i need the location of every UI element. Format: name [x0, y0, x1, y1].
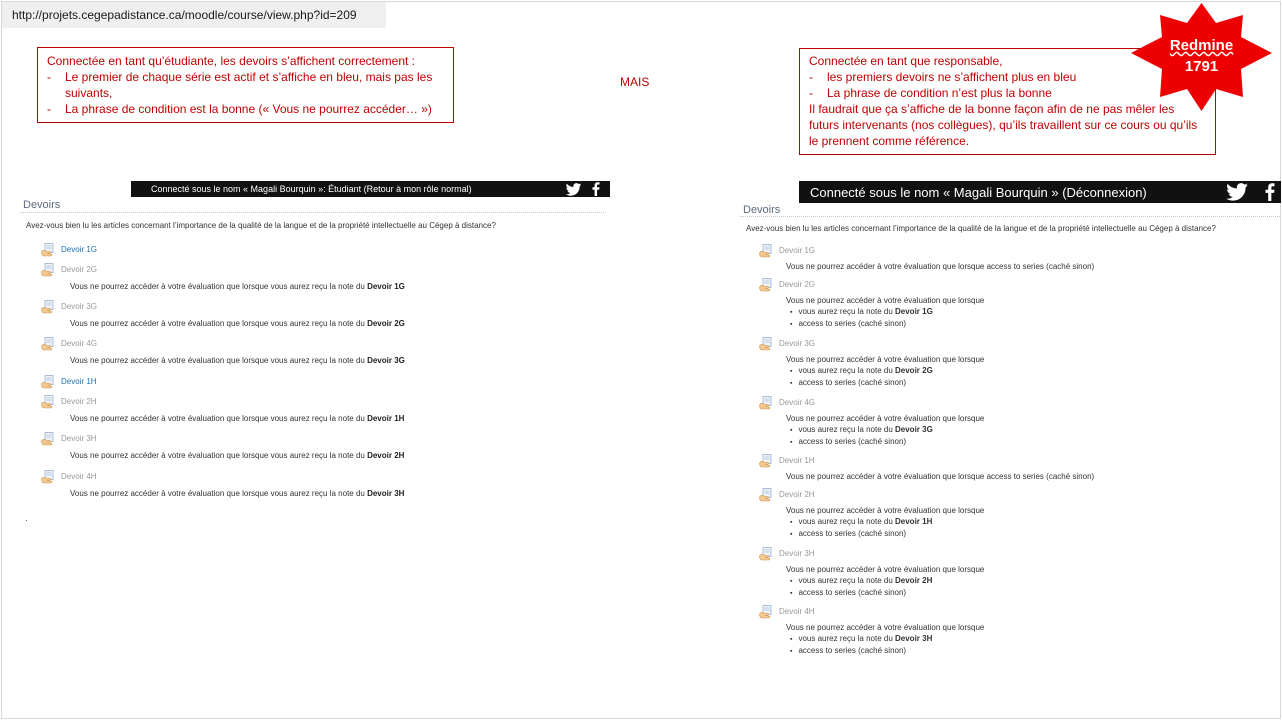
condition-activity: Devoir 3H	[367, 489, 405, 498]
activity-name[interactable]: Devoir 4G	[61, 338, 98, 348]
assignment-icon	[759, 605, 773, 619]
callout-manager-item: - La phrase de condition n’est plus la bonne	[809, 86, 1052, 100]
activity-link[interactable]	[41, 298, 97, 314]
condition-bullets	[790, 306, 933, 330]
condition-bullets	[790, 424, 933, 448]
condition-activity: Devoir 2G	[895, 366, 933, 375]
activity-link[interactable]	[759, 603, 815, 619]
condition-bullets	[790, 575, 932, 599]
assignment-icon	[41, 470, 55, 484]
callout-manager-item: - les premiers devoirs ne s’affichent plus en bleu	[809, 70, 1077, 84]
activity-link[interactable]	[41, 261, 97, 277]
activity-name[interactable]: Devoir 1G	[61, 244, 98, 254]
address-bar[interactable]: http://projets.cegepadistance.ca/moodle/course/view.php?id=209	[2, 2, 386, 28]
activity-link[interactable]	[759, 545, 815, 561]
condition-activity: Devoir 3G	[367, 356, 405, 365]
activity-link[interactable]	[41, 373, 97, 389]
assignment-icon	[759, 337, 773, 351]
availability-condition	[70, 319, 405, 328]
section-intro: Avez-vous bien lu les articles concernant l’importance de la qualité de la langue et de la propriété intellectuelle au Cégep à distance?	[26, 221, 496, 230]
assignment-icon	[41, 337, 55, 351]
assignment-icon	[41, 243, 55, 257]
activity-link[interactable]	[759, 335, 815, 351]
redmine-ticket-label	[1131, 35, 1272, 77]
assignment-icon	[759, 396, 773, 410]
availability-condition: Vous ne pourrez accéder à votre évaluation que lorsque access to series (caché sinon)	[786, 262, 1095, 271]
activity-link[interactable]	[41, 468, 97, 484]
condition-activity: Devoir 3H	[895, 634, 933, 643]
condition-bullet-grade: ▪ vous aurez reçu la note du Devoir 1G	[790, 306, 933, 318]
availability-condition: Vous ne pourrez accéder à votre évaluation que lorsque	[786, 623, 985, 632]
condition-activity: Devoir 2H	[367, 451, 405, 460]
mais-label: MAIS	[620, 75, 650, 89]
activity-link[interactable]	[41, 393, 97, 409]
activity-name[interactable]: Devoir 2G	[61, 264, 98, 274]
condition-bullet-grade: ▪ vous aurez reçu la note du Devoir 3H	[790, 633, 932, 645]
availability-condition	[70, 451, 404, 460]
callout-manager-intro: Connectée en tant que responsable,	[809, 54, 1003, 68]
section-divider	[740, 216, 1280, 217]
callout-student-item: - Le premier de chaque série est actif et s’affiche en bleu, mais pas les suivants,	[47, 70, 433, 100]
social-links	[1225, 181, 1275, 203]
section-title-devoirs: Devoirs	[23, 199, 61, 211]
activity-link[interactable]	[759, 394, 815, 410]
redmine-label: Redmine	[1169, 37, 1234, 54]
activity-name[interactable]: Devoir 3G	[61, 301, 98, 311]
condition-text: Vous ne pourrez accéder à votre évaluation que lorsque vous aurez reçu la note du	[70, 414, 368, 423]
activity-name[interactable]: Devoir 3G	[779, 338, 816, 348]
condition-activity: Devoir 1G	[367, 282, 405, 291]
activity-link[interactable]	[41, 430, 97, 446]
assignment-icon	[759, 454, 773, 468]
condition-bullet-access: ▪ access to series (caché sinon)	[790, 436, 933, 448]
condition-bullet-grade: ▪ vous aurez reçu la note du Devoir 2G	[790, 365, 933, 377]
condition-bullet-access: ▪ access to series (caché sinon)	[790, 528, 932, 540]
assignment-icon	[41, 432, 55, 446]
availability-condition: Vous ne pourrez accéder à votre évaluation que lorsque	[786, 414, 985, 423]
condition-bullet-access: ▪ access to series (caché sinon)	[790, 318, 933, 330]
activity-link[interactable]	[759, 486, 815, 502]
section-intro: Avez-vous bien lu les articles concernant l’importance de la qualité de la langue et de la propriété intellectuelle au Cégep à distance?	[746, 224, 1216, 233]
callout-student-item: - La phrase de condition est la bonne (« Vous ne pourrez accéder… »)	[47, 102, 432, 116]
stray-dot: .	[25, 513, 28, 524]
redmine-number: 1791	[1184, 58, 1219, 75]
login-status-text[interactable]: Connecté sous le nom « Magali Bourquin »: Étudiant (Retour à mon rôle normal)	[151, 184, 472, 194]
availability-condition	[70, 282, 405, 291]
availability-condition: Vous ne pourrez accéder à votre évaluation que lorsque	[786, 296, 985, 305]
login-bar-student	[131, 181, 610, 197]
condition-bullet-access: ▪ access to series (caché sinon)	[790, 587, 932, 599]
condition-bullet-grade: ▪ vous aurez reçu la note du Devoir 2H	[790, 575, 932, 587]
activity-name[interactable]: Devoir 2H	[61, 396, 97, 406]
activity-name[interactable]: Devoir 1G	[779, 245, 816, 255]
login-bar-manager	[799, 181, 1281, 203]
availability-condition: Vous ne pourrez accéder à votre évaluation que lorsque	[786, 506, 985, 515]
twitter-icon[interactable]	[1225, 183, 1249, 201]
availability-condition	[70, 356, 405, 365]
activity-link[interactable]	[759, 276, 815, 292]
availability-condition: Vous ne pourrez accéder à votre évaluation que lorsque	[786, 565, 985, 574]
condition-activity: Devoir 1G	[895, 307, 933, 316]
activity-name[interactable]: Devoir 2G	[779, 279, 816, 289]
condition-bullets	[790, 633, 932, 657]
condition-activity: Devoir 3G	[895, 425, 933, 434]
activity-name[interactable]: Devoir 3H	[779, 548, 815, 558]
condition-bullet-grade: ▪ vous aurez reçu la note du Devoir 3G	[790, 424, 933, 436]
condition-text: Vous ne pourrez accéder à votre évaluation que lorsque vous aurez reçu la note du	[70, 489, 368, 498]
callout-student-intro: Connectée en tant qu’étudiante, les devoirs s’affichent correctement :	[47, 54, 415, 68]
condition-text: Vous ne pourrez accéder à votre évaluation que lorsque vous aurez reçu la note du	[70, 356, 368, 365]
callout-student	[37, 47, 454, 123]
availability-condition	[70, 414, 404, 423]
social-links	[565, 181, 600, 197]
availability-condition: Vous ne pourrez accéder à votre évaluation que lorsque access to series (caché sinon)	[786, 472, 1095, 481]
twitter-icon[interactable]	[565, 183, 582, 196]
assignment-icon	[41, 395, 55, 409]
facebook-icon[interactable]	[1265, 183, 1275, 201]
activity-name[interactable]: Devoir 4H	[61, 471, 97, 481]
activity-link[interactable]	[41, 241, 97, 257]
activity-name[interactable]: Devoir 4G	[779, 397, 816, 407]
activity-name[interactable]: Devoir 3H	[61, 433, 97, 443]
availability-condition	[70, 489, 404, 498]
activity-name[interactable]: Devoir 1H	[61, 376, 97, 386]
activity-link[interactable]	[759, 452, 815, 468]
condition-bullet-access: ▪ access to series (caché sinon)	[790, 645, 932, 657]
assignment-icon	[41, 263, 55, 277]
assignment-icon	[759, 278, 773, 292]
condition-text: Vous ne pourrez accéder à votre évaluation que lorsque vous aurez reçu la note du	[70, 282, 368, 291]
activity-name[interactable]: Devoir 4H	[779, 606, 815, 616]
login-status-text[interactable]: Connecté sous le nom « Magali Bourquin » (Déconnexion)	[810, 185, 1147, 200]
section-divider	[20, 212, 606, 213]
activity-link[interactable]	[759, 242, 815, 258]
condition-bullets	[790, 365, 933, 389]
assignment-icon	[759, 547, 773, 561]
facebook-icon[interactable]	[592, 182, 600, 196]
condition-text: Vous ne pourrez accéder à votre évaluation que lorsque vous aurez reçu la note du	[70, 319, 368, 328]
activity-link[interactable]	[41, 335, 97, 351]
callout-manager-conclusion: Il faudrait que ça s’affiche de la bonne façon afin de ne pas mêler les futurs intervenants (nos collègues), qu’ils travaillent sur ce cours ou qu’ils le prennent comme référence.	[809, 102, 1198, 148]
condition-activity: Devoir 2G	[367, 319, 405, 328]
condition-activity: Devoir 1H	[367, 414, 405, 423]
activity-name[interactable]: Devoir 2H	[779, 489, 815, 499]
condition-text: Vous ne pourrez accéder à votre évaluation que lorsque vous aurez reçu la note du	[70, 451, 368, 460]
condition-activity: Devoir 2H	[895, 576, 933, 585]
condition-bullet-grade: ▪ vous aurez reçu la note du Devoir 1H	[790, 516, 932, 528]
assignment-icon	[759, 244, 773, 258]
assignment-icon	[41, 300, 55, 314]
assignment-icon	[759, 488, 773, 502]
condition-bullets	[790, 516, 932, 540]
activity-name[interactable]: Devoir 1H	[779, 455, 815, 465]
availability-condition: Vous ne pourrez accéder à votre évaluation que lorsque	[786, 355, 985, 364]
condition-activity: Devoir 1H	[895, 517, 933, 526]
section-title-devoirs: Devoirs	[743, 204, 781, 216]
assignment-icon	[41, 375, 55, 389]
condition-bullet-access: ▪ access to series (caché sinon)	[790, 377, 933, 389]
